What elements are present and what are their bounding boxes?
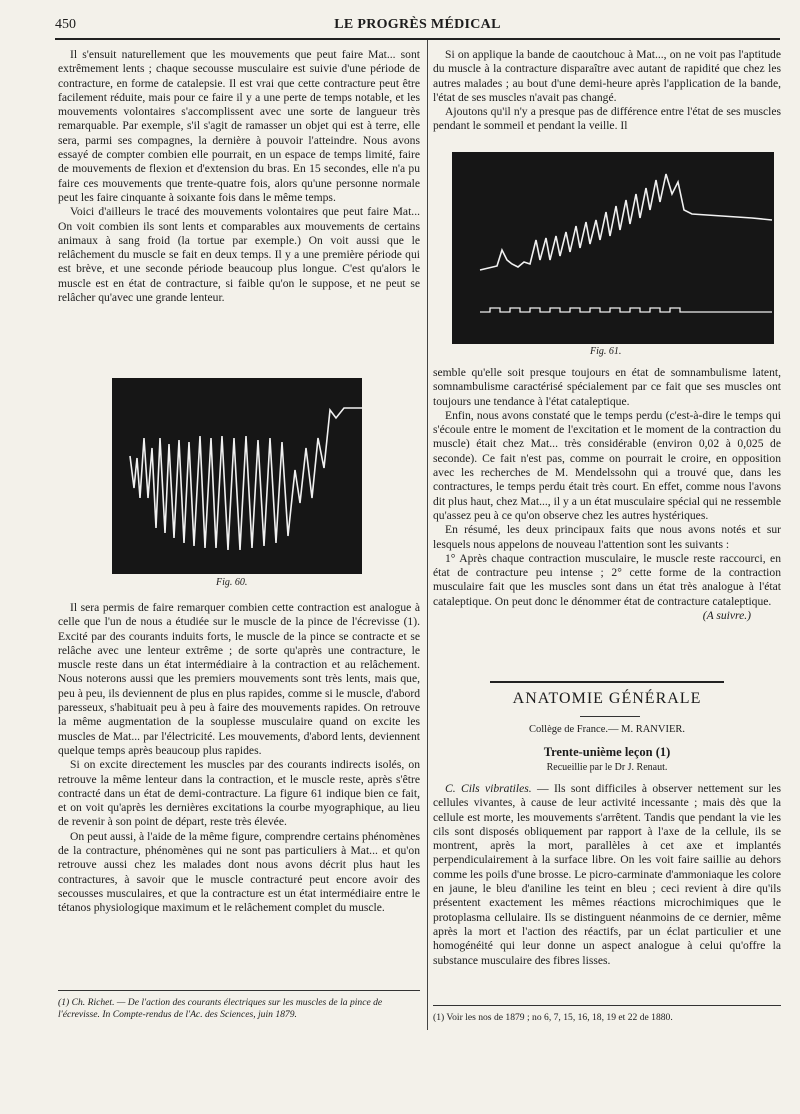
paragraph: Voici d'ailleurs le tracé des mouvements volontaires que peut faire Mat... On voit combien ils sont lents et comparables aux mouvements de certains animaux à sang froid (la tortue par exemple.) On voit aussi que le relâchement du muscle se fait en deux temps. Il y a une première période qui est brève, et une seconde période beaucoup plus longue. C'est qu'alors le muscle est en état de contracture, si faible qu'on le suppose, et ne peut se relâcher qu'avec une grande lenteur. bbox=[58, 205, 420, 305]
page-number: 450 bbox=[55, 17, 76, 32]
myograph-trace-60 bbox=[112, 378, 362, 574]
paragraph: Il sera permis de faire remarquer combien cette contraction est analogue à celle que l'un de nous a étudiée sur le muscle de la pince de l'écrevisse (1). Excité par des courants induits forts, le muscle de la pince se contracte et se relâche avec une lenteur extrême ; de sorte qu'après une contracture, le muscle reste dans un état intermédiaire à la contraction et au relâchement. Nous noterons aussi que les premiers mouvements sont très lents, mais que, peu à peu, ils deviennent de plus en plus rapides, comme si le muscle, d'abord paresseux, s'habituait peu à peu à faire des mouvements rapides. On retrouve la même augmentation de la souplesse musculaire quand on excite les muscles de Mat... par l'électricité. Les mouvements, d'abord lents, deviennent quelque temps après beaucoup plus rapides. bbox=[58, 601, 420, 757]
to-be-continued: (A suivre.) bbox=[702, 609, 751, 623]
paragraph: Il s'ensuit naturellement que les mouvements que peut faire Mat... sont extrêmement lents ; chaque secousse musculaire est suivie d'une période de contracture, en forme de catalepsie. Il est vrai que cette contracture peut être facilement réduite, mais pour ce faire il y a une perte de temps notable, et les mouvements volontaires s'accomplissent avec une sorte de langueur très remarquable. Par exemple, s'il s'agit de ramasser un objet qui est à terre, elle sera, parmi ses compagnes, la dernière à pouvoir l'atteindre. Nous avons essayé de compter combien elle pourrait, en un espace de temps limité, faire de mouvements de flexion et d'extension du bras. En 15 secondes, elle n'a pu faire ces mouvements que trente-quatre fois, alors qu'une personne normale peut les faire cinquante à soixante fois dans le même temps. bbox=[58, 48, 420, 204]
paragraph: 1° Après chaque contraction musculaire, le muscle reste raccourci, en état de contracture peu intense ; 2° cette forme de la contraction musculaire fait que les muscles sont dans un état très analogue à l'état cataleptique. On peut donc le dénommer état de contracture cataleptique. bbox=[433, 551, 781, 608]
right-column-middle bbox=[433, 366, 781, 623]
footnote-left: (1) Ch. Richet. — De l'action des courants électriques sur les muscles de la pince de l'écrevisse. In Compte-rendus de l'Ac. des Sciences, juin 1879. bbox=[58, 997, 383, 1020]
left-column-bottom bbox=[58, 601, 420, 916]
paragraph bbox=[433, 782, 781, 968]
header-rule bbox=[55, 38, 780, 40]
paragraph: En résumé, les deux principaux faits que nous avons notés et sur lesquels nous appelons de nouveau l'attention sont les suivants : bbox=[433, 523, 781, 551]
journal-title: LE PROGRÈS MÉDICAL bbox=[334, 17, 501, 32]
lecture-title: Trente-unième leçon (1) bbox=[543, 745, 671, 759]
section-rule bbox=[490, 681, 724, 683]
column-divider bbox=[427, 40, 428, 1030]
paragraph: semble qu'elle soit presque toujours en état de somnambulisme latent, somnambulisme caractérisé spécialement par ce fait que ses muscles ont toujours une tendance à l'état cataleptique. bbox=[433, 366, 781, 408]
paragraph: Si on excite directement les muscles par des courants indirects isolés, on retrouve la même lenteur dans la contraction, et le muscle reste, après s'être contracté dans un état de demi-contracture. La figure 61 indique bien ce fait, et on voit qu'après les dernières excitations la courbe myographique, au lieu de revenir à son point de départ, reste très élevée. bbox=[58, 758, 420, 829]
running-header bbox=[55, 17, 780, 37]
paragraph: On peut aussi, à l'aide de la même figure, comprendre certains phénomènes de la contracture, phénomènes qui ne sont pas particuliers à Mat... et qu'on retrouve aussi chez les malades dont nous avons décrit plus haut les contractures, à savoir que le muscle contracturé peut encore avoir des secousses musculaires, et que la contracture est un état intermédiaire entre le tétanos physiologique maximum et le relâchement complet du muscle. bbox=[58, 829, 420, 915]
footnote-rule-right bbox=[433, 1005, 781, 1006]
figure-60 bbox=[112, 378, 362, 574]
paragraph: Ajoutons qu'il n'y a presque pas de différence entre l'état de ses muscles pendant le sommeil et pendant la veille. Il bbox=[433, 105, 781, 133]
right-column-bottom bbox=[433, 782, 781, 968]
myograph-trace-61 bbox=[452, 152, 774, 344]
figure-61 bbox=[452, 152, 774, 344]
footnote-right: (1) Voir les nos de 1879 ; no 6, 7, 15, 16, 18, 19 et 22 de 1880. bbox=[433, 1012, 673, 1023]
figure-61-caption: Fig. 61. bbox=[590, 346, 622, 357]
figure-60-caption: Fig. 60. bbox=[216, 577, 248, 588]
section-subrule bbox=[580, 716, 640, 717]
right-column-top bbox=[433, 48, 781, 134]
subsection-lead: C. Cils vibratiles. bbox=[445, 782, 532, 795]
footnote-rule bbox=[58, 990, 420, 991]
paragraph-text: — Ils sont difficiles à observer nettement sur les cellules vivantes, à cause de leur activité incessante ; mais dès que la cellule est morte, les mouvements s'arrêtent. Tandis que pendant la vie les cils sont disposés obliquement par rapport à l'axe de la cellule, ils se montrent, après la mort, parallèles à cet axe et implantés perpendiculairement à la surface libre. On les voit faire saillie au dehors comme les poils d'une brosse. Le picro-carminate d'ammoniaque les colore en jaune, le bleu d'aniline les teint en bleu ; ceci revient à dire qu'ils présentent exactement les mêmes réactions microchimiques que le protoplasma cellulaire. Ils se distinguent néanmoins de ce dernier, même après la mort et l'action des réactifs, par un éclat particulier et une homogénéité qui leur donne un aspect analogue à celui qu'offre la substance musculaire des fibres lisses. bbox=[433, 782, 782, 967]
paragraph: Enfin, nous avons constaté que le temps perdu (c'est-à-dire le temps qui s'écoule entre le moment de l'excitation et le moment de la contraction du muscle) était chez Mat... très considérable (environ 0,02 à 0,025 de seconde). Ce fait n'est pas, comme on pourrait le croire, en opposition avec les recherches de M. Mendelssohn qui a trouvé que, dans les contractures, le temps perdu était très court. En effet, comme nous l'avons dit plus haut, chez Mat..., il y a un état musculaire spécial qui ne ressemble qu'assez peu à ce qu'on observe chez les autres hystériques. bbox=[433, 408, 781, 522]
collected-by: Recueillie par le Dr J. Renaut. bbox=[546, 762, 668, 773]
section-title: ANATOMIE GÉNÉRALE bbox=[512, 690, 702, 707]
paragraph: Si on applique la bande de caoutchouc à Mat..., on ne voit pas l'aptitude du muscle à la contracture disparaître avec autant de rapidité que chez les autres malades ; au bout d'une demi-heure après l'application de la bande, l'état de ses muscles n'avait pas changé. bbox=[433, 48, 781, 104]
college-line: Collège de France.— M. RANVIER. bbox=[528, 724, 685, 735]
left-column-top bbox=[58, 48, 420, 305]
